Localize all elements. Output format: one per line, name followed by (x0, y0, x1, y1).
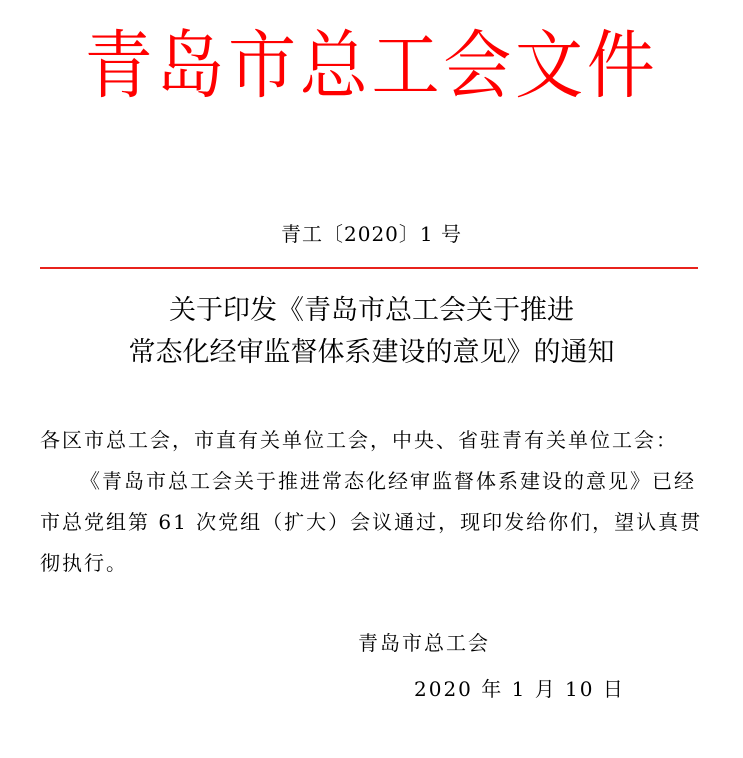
document-header-title: 青岛市总工会文件 (84, 23, 659, 109)
document-number: 青工〔2020〕1 号 (281, 222, 462, 246)
body-paragraph: 《青岛市总工会关于推进常态化经审监督体系建设的意见》已经市总党组第 61 次党组（扩大）会议通过，现印发给你们，望认真贯彻执行。 (40, 469, 703, 575)
notice-body (40, 420, 708, 584)
notice-title (0, 290, 743, 374)
signature-date: 2020 年 1 月 10 日 (414, 677, 625, 701)
notice-title-line-1: 关于印发《青岛市总工会关于推进 (169, 295, 574, 326)
signature-organization: 青岛市总工会 (358, 631, 490, 655)
red-divider-line (40, 267, 698, 269)
salutation: 各区市总工会，市直有关单位工会，中央、省驻青有关单位工会： (40, 428, 678, 452)
notice-title-line-2: 常态化经审监督体系建设的意见》的通知 (128, 337, 615, 368)
